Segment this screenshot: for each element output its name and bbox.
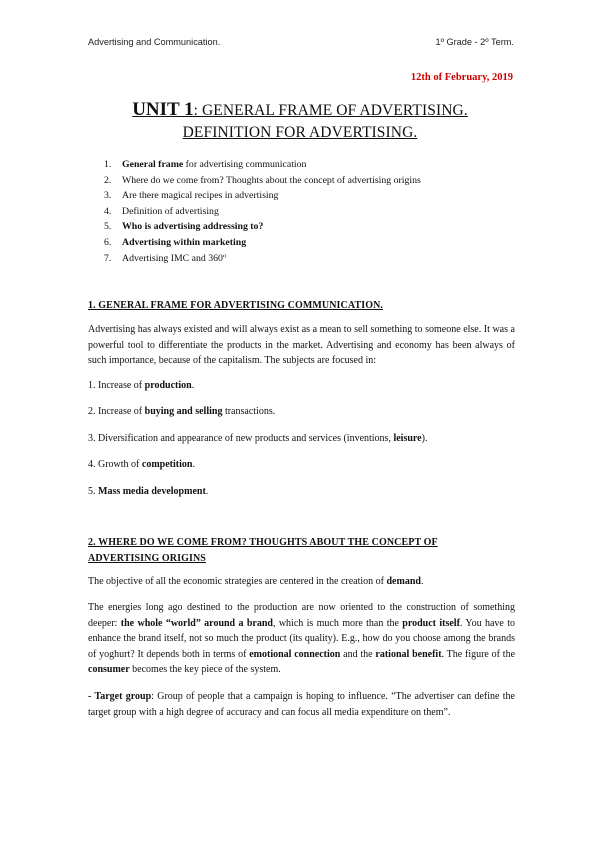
section-1-intro: Advertising has always existed and will always exist as a mean to sell something to someone else. It was a powerful tool to differentiate the products in the market. Advertising and economy has been always of such importance, because of the capitalism. The subjects are focused in: <box>88 324 515 366</box>
toc-number: 4. <box>104 205 112 217</box>
title-line-2: DEFINITION FOR ADVERTISING. <box>182 124 418 141</box>
section-2-paragraph-2: The energies long ago destined to the production are now oriented to the construction of something deeper: the whole “world” around a brand, which is much more than the product itself. You have to enhance the brand itself, not so much the product (its quality). E.g., how do you choose among the brands of yoghurt? It depends both in terms of emotional connection and the rational benefit. The figure of the consumer becomes the key piece of the system. <box>88 602 516 675</box>
section-1-item: 2. Increase of buying and selling transactions. <box>88 406 276 417</box>
toc-text: Definition of advertising <box>122 205 219 217</box>
toc-number: 6. <box>104 236 112 248</box>
section-2-heading-line-1: 2. WHERE DO WE COME FROM? THOUGHTS ABOUT THE CONCEPT OF <box>88 537 438 548</box>
document-date: 12th of February, 2019 <box>410 72 513 83</box>
page-header <box>88 37 514 47</box>
toc-text: for advertising communication <box>183 159 307 170</box>
section-2-heading-line-2: ADVERTISING ORIGINS <box>88 552 206 564</box>
toc-number: 5. <box>104 221 112 233</box>
title-line-1 <box>0 99 600 122</box>
toc-item <box>104 173 421 189</box>
section-1-item: 3. Diversification and appearance of new products and services (inventions, leisure). <box>88 433 428 444</box>
page-title <box>0 99 600 144</box>
toc-item <box>104 251 421 267</box>
toc-text: Where do we come from? Thoughts about the concept of advertising origins <box>122 174 421 186</box>
toc-number: 2. <box>104 174 112 186</box>
toc-number: 3. <box>104 190 112 202</box>
toc-item <box>104 157 421 173</box>
header-course: Advertising and Communication. <box>88 37 221 47</box>
toc-bold: Who is advertising addressing to? <box>122 221 264 233</box>
title-unit: UNIT 1 <box>132 99 194 120</box>
header-grade-term: 1º Grade - 2º Term. <box>435 37 514 47</box>
toc-item <box>104 204 421 220</box>
toc-item <box>104 235 421 251</box>
section-1-heading: 1. GENERAL FRAME FOR ADVERTISING COMMUNICATION. <box>88 300 384 311</box>
toc-bold: General frame <box>122 159 184 170</box>
section-1-item: 5. Mass media development. <box>88 486 209 497</box>
section-1-item: 4. Growth of competition. <box>88 459 195 470</box>
section-2-heading <box>88 535 515 566</box>
section-1-item: 1. Increase of production. <box>88 380 195 391</box>
table-of-contents <box>104 157 421 266</box>
section-2-paragraph-3: - Target group: Group of people that a campaign is hoping to influence. “The advertiser can define the target group with a high degree of accuracy and can focus all media expenditure on them”. <box>88 691 515 718</box>
toc-text: Are there magical recipes in advertising <box>122 190 279 202</box>
toc-bold: Advertising within marketing <box>122 236 247 248</box>
section-2-paragraph-1: The objective of all the economic strategies are centered in the creation of demand. <box>88 576 424 587</box>
toc-number: 7. <box>104 252 112 264</box>
title-line-1-rest: : GENERAL FRAME OF ADVERTISING. <box>193 102 468 119</box>
toc-number: 1. <box>104 159 112 170</box>
toc-text: Advertising IMC and 360º <box>122 252 226 264</box>
toc-item <box>104 219 421 235</box>
toc-item <box>104 188 421 204</box>
